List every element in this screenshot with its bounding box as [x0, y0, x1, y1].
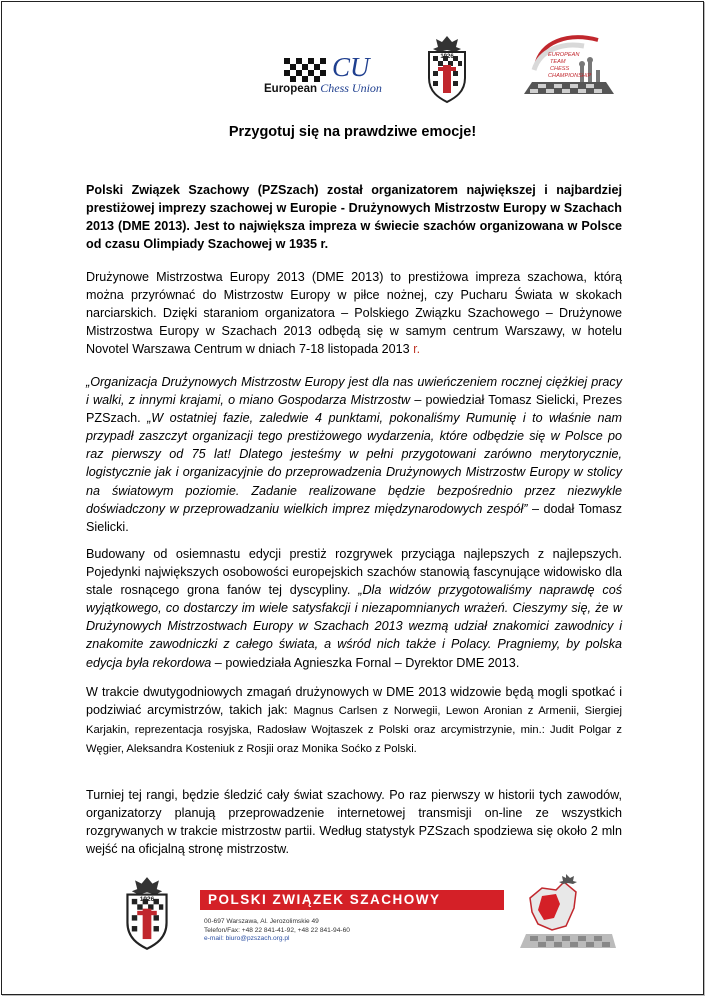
etcc-line-1: EUROPEAN [548, 52, 580, 58]
footer-org-name: POLSKI ZWIĄZEK SZACHOWY [208, 892, 441, 907]
quote-sielicki-end: – dodał Tomasz Sielicki. [86, 501, 622, 534]
pzszach-emblem-icon [424, 34, 470, 104]
etcc-line-2: TEAM [550, 59, 566, 65]
ecu-name [264, 81, 382, 96]
quote-sielicki-2: „W ostatniej fazie, zaledwie 4 punktami, pokonaliśmy Rumunię i to właśnie nam przypadł zaszczyt organizacji tego prestiżowego wydarzenia, które odbędzie się w Polsce po raz pierwszy od 75 lat! Dlatego jesteśmy w pełni przygotowani zarówno merytorycznie, logistycznie jak i organizacyjnie do przeprowadzenia Drużynowych Mistrzostw Europy w stolicy na światowym poziomie. Zadanie realizowane będzie bezpośrednio przez niezwykle doświadczony w przeprowadzaniu wielkich imprez międzynarodowych zespół” [86, 411, 622, 516]
ecu-logo [262, 52, 402, 98]
pzszach-emblem-footer-icon [122, 875, 172, 951]
paragraph-event [86, 268, 622, 358]
players-names-men: Magnus Carlsen z Norwegii, Lewon Aronian z Armenii, Siergiej Karjakin, reprezentacja rosyjska, Radosław Wojtaszek z Polski oraz arcymistrzynie, min.: [86, 705, 622, 737]
quote-sielicki-1: „Organizacja Drużynowych Mistrzostw Europy jest dla nas uwieńczeniem rocznej ciężkiej pracy i walki, z innymi krajami, o miano Gospodarza Mistrzostw [86, 375, 622, 408]
quote-sielicki-attribution: – powiedział Tomasz Sielicki, Prezes PZSzach. [86, 393, 622, 426]
players-names-women: Judit Polgar z Węgier, Aleksandra Kosteniuk z Rosjii oraz Monika Soćko z Polski. [86, 724, 622, 756]
quote-fornal-end: – powiedziała Agnieszka Fornal – Dyrektor DME 2013. [211, 655, 520, 670]
etcc-logo [518, 32, 618, 102]
ecu-mark: CU [332, 52, 370, 82]
prestige-text: Budowany od osiemnastu edycji prestiż rozgrywek przyciąga najlepszych z najlepszych. Pojedynki największych osobowości europejskich szachów stanowią fascynujące widowisko dla stale rosnącego grona fanów tej dyscypliny. [86, 547, 622, 598]
paragraph-intro: Polski Związek Szachowy (PZSzach) został organizatorem największej i najbardziej prestiżowej imprezy szachowej w Europie - Drużynowych Mistrzostw Europy w Szachach 2013 (DME 2013). Jest to największa impreza w świecie szachów organizowana w Polsce od czasu Olimpiady Szachowej w 1935 r. [86, 183, 622, 252]
paragraph-quote-sielicki [86, 373, 622, 536]
paragraph-prestige [86, 545, 622, 672]
etcc-line-4: CHAMPIONSHIP [548, 73, 592, 79]
footer-email[interactable]: e-mail: biuro@pzszach.org.pl [204, 935, 290, 943]
players-text: W trakcie dwutygodniowych zmagań drużynowych w DME 2013 widzowie będą mogli spotkać i podziwiać arcymistrzów, takich jak: [86, 685, 622, 718]
paragraph-event-end: r. [409, 342, 421, 357]
emblem-year-footer: 1926 [139, 896, 155, 904]
footer-phone: Telefon/Fax: +48 22 841-41-92, +48 22 841-94-60 [204, 926, 350, 934]
footer-org-bar [200, 890, 504, 910]
ecu-name-italic: Chess Union [320, 81, 382, 95]
quote-fornal: „Dla widzów przygotowaliśmy naprawdę coś wyjątkowego, co dostarczy im wiele satysfakcji i niezapomnianych wrażeń. Cieszymy się, że w Drużynowych Mistrzostwach Europy w Szachach 2013 wezmą udział znakomici zawodnicy i znakomite zawodniczki z całego świata, a wśród nich także i Polacy. Pragniemy, by polska edycja była rekordowa [86, 583, 622, 670]
etcc-line-3: CHESS [550, 66, 570, 72]
emblem-year-top: 1926 [440, 54, 454, 60]
paragraph-broadcast: Turniej tej rangi, będzie śledzić cały świat szachowy. Po raz pierwszy w historii tych zawodów, organizatorzy planują przeprowadzenie internetowej transmisji on-line ze wszystkich rozgrywanych w trakcie mistrzostw partii. Według statystyk PZSzach spodziewa się około 2 mln wejść na oficjalną stronę mistrzostw. [86, 788, 622, 857]
checkered-flag-icon [284, 58, 326, 82]
poland-chess-map-icon [516, 868, 620, 956]
footer-address: 00-697 Warszawa, Al. Jerozolimskie 49 [204, 918, 319, 925]
paragraph-players [86, 683, 622, 758]
page-title: Przygotuj się na prawdziwe emocje! [228, 124, 477, 140]
footer-address-block [204, 918, 350, 944]
ecu-name-bold: European [264, 83, 318, 95]
paragraph-event-text: Drużynowe Mistrzostwa Europy 2013 (DME 2013) to prestiżowa impreza szachowa, którą można przyrównać do Mistrzostw Europy w piłce nożnej, czy Pucharu Świata w skokach narciarskich. Dzięki staraniom organizatora – Polskiego Związku Szachowego – Drużynowe Mistrzostwa Europy w Szachach 2013 odbędą się w samym centrum Warszawy, w hotelu Novotel Warszawa Centrum w dniach 7-18 listopada 2013 [86, 270, 622, 357]
